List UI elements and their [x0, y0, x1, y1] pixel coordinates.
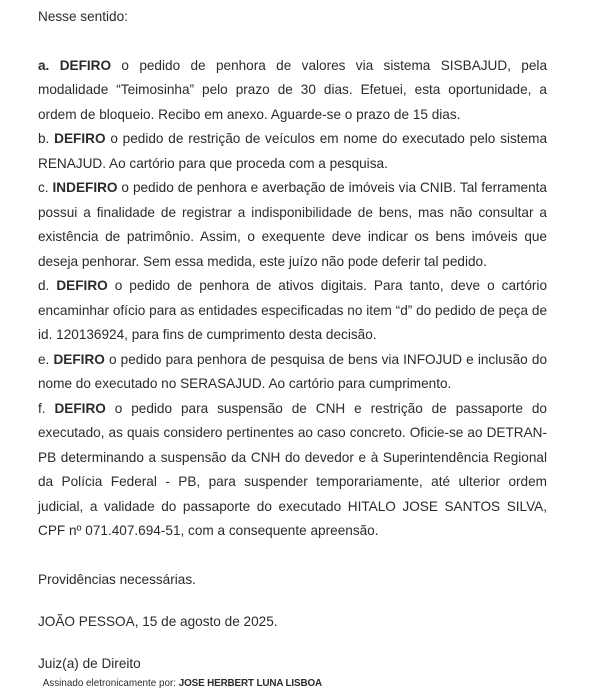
- document-body: [38, 0, 547, 691]
- item-e-text: o pedido para penhora de pesquisa de bens via INFOJUD e inclusão do nome do executado no SERASAJUD. Ao cartório para cumprimento.: [38, 351, 547, 391]
- item-f-ruling: DEFIRO: [54, 400, 106, 416]
- item-f-text: o pedido para suspensão de CNH e restrição de passaporte do executado, as quais considero pertinentes ao caso concreto. Oficie-se ao DETRAN-PB determinando a suspensão da CNH do devedor e à Superintendência Regional da Polícia Federal - PB, para suspender temporariamente, até ulterior ordem judicial, a validade do passaporte do executado HITALO JOSE SANTOS SILVA, CPF nº 071.407.694-51, com a consequente apreensão.: [38, 400, 547, 538]
- item-a-ruling: DEFIRO: [59, 57, 112, 73]
- item-c-text: o pedido de penhora e averbação de imóveis via CNIB. Tal ferramenta possui a finalidade de registrar a indisponibilidade de bens, mas não consultar a existência de patrimônio. Assim, o exequente deve indicar os bens imóveis que deseja penhorar. Sem essa medida, este juízo não pode deferir tal pedido.: [38, 180, 547, 269]
- ruling-item-f: [38, 397, 547, 544]
- item-f-marker: f.: [38, 400, 46, 416]
- item-d-marker: d.: [38, 278, 50, 293]
- item-c-marker: c.: [38, 180, 49, 195]
- lead-in-text: Nesse sentido:: [38, 9, 128, 24]
- ruling-item-b: [38, 127, 547, 176]
- ruling-item-e: [38, 348, 547, 397]
- spacer-before-signature: [38, 635, 547, 653]
- ruling-item-a: [38, 54, 547, 128]
- spacer-before-items: [38, 30, 547, 54]
- item-e-ruling: DEFIRO: [53, 351, 105, 367]
- item-c-ruling: INDEFIRO: [52, 180, 118, 195]
- item-b-text: o pedido de restrição de veículos em nome do executado pelo sistema RENAJUD. Ao cartório para que proceda com a pesquisa.: [38, 131, 548, 171]
- ruling-item-d: [38, 274, 547, 348]
- item-d-ruling: DEFIRO: [56, 278, 108, 293]
- spacer-before-place-date: [38, 592, 547, 610]
- signature-block: [38, 653, 547, 691]
- item-a-text: o pedido de penhora de valores via sistema SISBAJUD, pela modalidade “Teimosinha” pelo prazo de 30 dias. Efetuei, esta oportunidade, a ordem de bloqueio. Recibo em anexo. Aguarde-se o prazo de 15 dias.: [38, 57, 548, 122]
- item-e-marker: e.: [38, 351, 50, 367]
- item-a-marker-space: [49, 58, 59, 73]
- item-b-marker: b.: [38, 131, 50, 146]
- ruling-item-c: [38, 176, 547, 274]
- signer-role: Juiz(a) de Direito: [38, 655, 141, 671]
- signer-name: JOSE HERBERT LUNA LISBOA: [178, 676, 322, 689]
- signature-stamp-prefix: Assinado eletronicamente por:: [42, 676, 179, 689]
- item-d-text: o pedido de penhora de ativos digitais. Para tanto, deve o cartório encaminhar ofício para as entidades especificadas no item “d” do pedido de peça de id. 120136924, para fins de cumprimento desta decisão.: [38, 278, 547, 342]
- closing-text: Providências necessárias.: [38, 571, 196, 587]
- item-b-ruling: DEFIRO: [54, 131, 106, 146]
- electronic-signature-stamp: [38, 675, 516, 691]
- item-a-marker: a.: [38, 57, 50, 73]
- spacer-before-closing: [38, 544, 547, 568]
- place-and-date: JOÃO PESSOA, 15 de agosto de 2025.: [38, 614, 278, 629]
